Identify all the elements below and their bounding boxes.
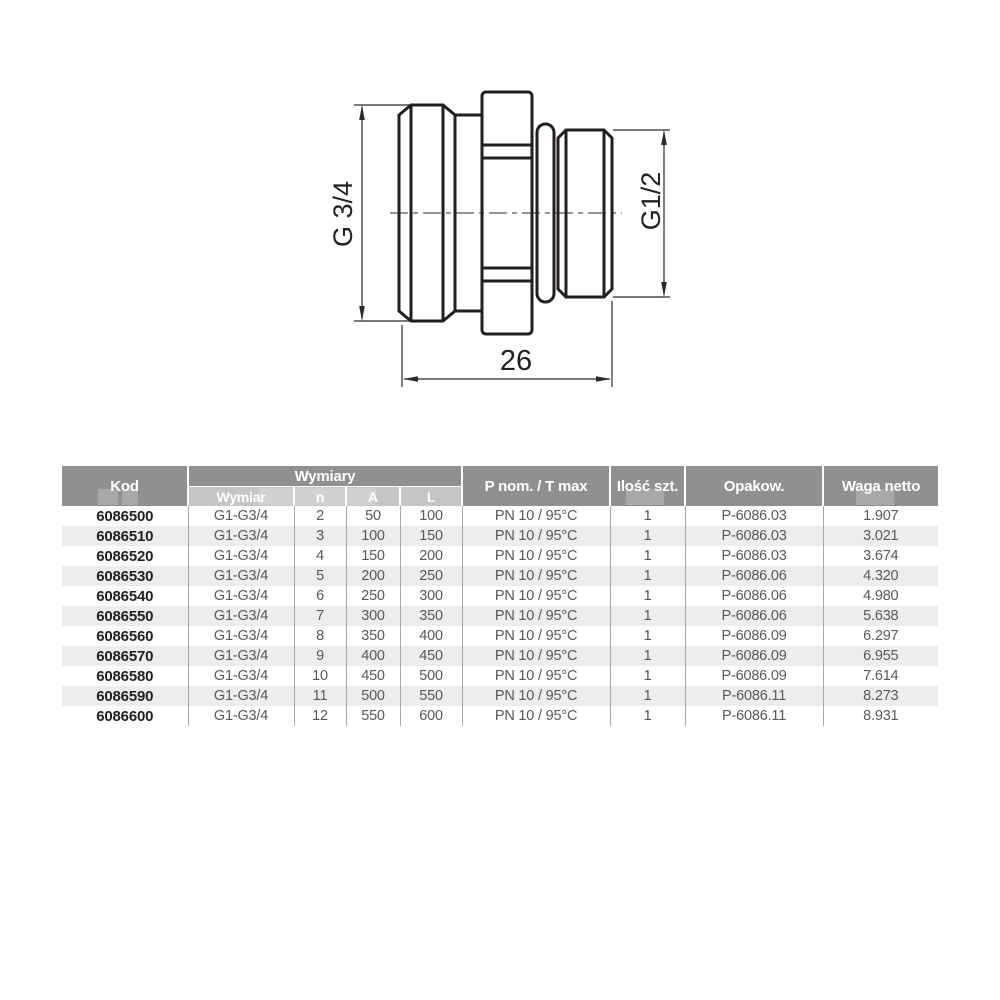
- table-cell: P-6086.03: [685, 546, 823, 566]
- table-cell: 1: [610, 666, 685, 686]
- table-cell: 6086540: [96, 587, 154, 605]
- table-cell: 1: [610, 626, 685, 646]
- table-cell: PN 10 / 95°C: [462, 626, 610, 646]
- table-cell: 3.021: [823, 526, 938, 546]
- table-cell: 3.674: [823, 546, 938, 566]
- table-row: [62, 626, 938, 646]
- table-cell: P-6086.03: [685, 506, 823, 526]
- table-cell: 1: [610, 506, 685, 526]
- table-cell: 2: [294, 506, 346, 526]
- table-cell: 550: [346, 706, 400, 726]
- table-row: [62, 606, 938, 626]
- table-cell: G1-G3/4: [188, 646, 294, 666]
- table-cell: 50: [346, 506, 400, 526]
- dim-label-overall-length: 26: [499, 345, 533, 377]
- table-cell: 4.980: [823, 586, 938, 606]
- table-cell: 1: [610, 606, 685, 626]
- table-row: [62, 526, 938, 546]
- table-cell: 250: [346, 586, 400, 606]
- table-row: [62, 646, 938, 666]
- table-cell: 12: [294, 706, 346, 726]
- table-cell: 1: [610, 586, 685, 606]
- table-cell: 1: [610, 646, 685, 666]
- table-cell: 150: [346, 546, 400, 566]
- table-cell: 100: [400, 506, 462, 526]
- dim-label-left-thread: G 3/4: [328, 180, 358, 248]
- col-header-wymiary-group: Wymiary: [188, 466, 462, 487]
- table-row: [62, 706, 938, 726]
- table-cell: 6086560: [96, 627, 154, 645]
- table-cell: G1-G3/4: [188, 586, 294, 606]
- col-subheader-wymiar: Wymiar: [188, 487, 294, 507]
- table-cell: 200: [346, 566, 400, 586]
- product-table: [62, 466, 938, 726]
- table-cell: PN 10 / 95°C: [462, 666, 610, 686]
- table-cell: 350: [400, 606, 462, 626]
- table-cell: 1: [610, 526, 685, 546]
- table-cell: P-6086.09: [685, 666, 823, 686]
- table-cell: 6.297: [823, 626, 938, 646]
- table-cell: 550: [400, 686, 462, 706]
- table-header: [62, 466, 938, 506]
- table-cell: PN 10 / 95°C: [462, 506, 610, 526]
- table-cell: PN 10 / 95°C: [462, 546, 610, 566]
- table-cell: P-6086.11: [685, 686, 823, 706]
- col-header-ilosc-szt: Ilość szt.: [610, 466, 685, 506]
- table-cell: PN 10 / 95°C: [462, 566, 610, 586]
- table-cell: 500: [400, 666, 462, 686]
- col-header-kod: Kod: [62, 466, 188, 506]
- table-cell: 1: [610, 686, 685, 706]
- col-header-opakow: Opakow.: [685, 466, 823, 506]
- table-cell: 450: [346, 666, 400, 686]
- dim-label-right-thread: G1/2: [636, 171, 666, 231]
- table-cell: P-6086.06: [685, 606, 823, 626]
- col-subheader-l: L: [400, 487, 462, 507]
- table-cell: 9: [294, 646, 346, 666]
- table-cell: 6086510: [96, 527, 154, 545]
- table-cell: 400: [400, 626, 462, 646]
- table-cell: 6086590: [96, 687, 154, 705]
- table-cell: PN 10 / 95°C: [462, 706, 610, 726]
- table-cell: 4: [294, 546, 346, 566]
- table-cell: P-6086.11: [685, 706, 823, 726]
- table-cell: G1-G3/4: [188, 526, 294, 546]
- table-cell: 8: [294, 626, 346, 646]
- table-body: [62, 506, 938, 726]
- table-cell: 11: [294, 686, 346, 706]
- technical-drawing: [300, 60, 720, 410]
- col-subheader-a: A: [346, 487, 400, 507]
- table-cell: P-6086.09: [685, 646, 823, 666]
- table-cell: 6086550: [96, 607, 154, 625]
- table-row: [62, 566, 938, 586]
- table-cell: 350: [346, 626, 400, 646]
- table-cell: 8.931: [823, 706, 938, 726]
- col-header-p-nom-t-max: P nom. / T max: [462, 466, 610, 506]
- table-cell: 4.320: [823, 566, 938, 586]
- table-cell: 500: [346, 686, 400, 706]
- table-cell: 5: [294, 566, 346, 586]
- dimension-arrows: [359, 105, 667, 382]
- table-cell: P-6086.03: [685, 526, 823, 546]
- table-row: [62, 666, 938, 686]
- table-cell: PN 10 / 95°C: [462, 646, 610, 666]
- table-cell: 6.955: [823, 646, 938, 666]
- table-cell: 600: [400, 706, 462, 726]
- table-row: [62, 586, 938, 606]
- col-subheader-n: n: [294, 487, 346, 507]
- table-cell: G1-G3/4: [188, 666, 294, 686]
- table-cell: PN 10 / 95°C: [462, 606, 610, 626]
- table-cell: G1-G3/4: [188, 686, 294, 706]
- table-cell: 6086520: [96, 547, 154, 565]
- table-cell: 6086600: [96, 707, 154, 725]
- table-cell: 300: [346, 606, 400, 626]
- table-cell: G1-G3/4: [188, 606, 294, 626]
- table-cell: P-6086.09: [685, 626, 823, 646]
- table-cell: G1-G3/4: [188, 506, 294, 526]
- table-cell: PN 10 / 95°C: [462, 586, 610, 606]
- table-row: [62, 546, 938, 566]
- table-cell: 6086530: [96, 567, 154, 585]
- table-cell: 250: [400, 566, 462, 586]
- dimension-labels: [328, 172, 666, 377]
- table-cell: PN 10 / 95°C: [462, 526, 610, 546]
- table-cell: 1: [610, 706, 685, 726]
- table-cell: 6: [294, 586, 346, 606]
- table-cell: 6086580: [96, 667, 154, 685]
- table-cell: 1: [610, 566, 685, 586]
- table-cell: 400: [346, 646, 400, 666]
- table-cell: 5.638: [823, 606, 938, 626]
- table-cell: P-6086.06: [685, 586, 823, 606]
- table-cell: 3: [294, 526, 346, 546]
- table-cell: 6086500: [96, 507, 154, 525]
- table-row: [62, 506, 938, 526]
- table-cell: 150: [400, 526, 462, 546]
- table-cell: 1: [610, 546, 685, 566]
- table-cell: 1.907: [823, 506, 938, 526]
- table-cell: 450: [400, 646, 462, 666]
- table-cell: G1-G3/4: [188, 626, 294, 646]
- col-header-waga-netto: Waga netto: [823, 466, 938, 506]
- table-cell: 7.614: [823, 666, 938, 686]
- table-cell: G1-G3/4: [188, 546, 294, 566]
- table-row: [62, 686, 938, 706]
- table-cell: PN 10 / 95°C: [462, 686, 610, 706]
- table-cell: 8.273: [823, 686, 938, 706]
- table-cell: 7: [294, 606, 346, 626]
- table-cell: G1-G3/4: [188, 566, 294, 586]
- table-cell: 100: [346, 526, 400, 546]
- table-cell: 200: [400, 546, 462, 566]
- table-cell: G1-G3/4: [188, 706, 294, 726]
- table-cell: 6086570: [96, 647, 154, 665]
- table-cell: P-6086.06: [685, 566, 823, 586]
- table-cell: 10: [294, 666, 346, 686]
- table-cell: 300: [400, 586, 462, 606]
